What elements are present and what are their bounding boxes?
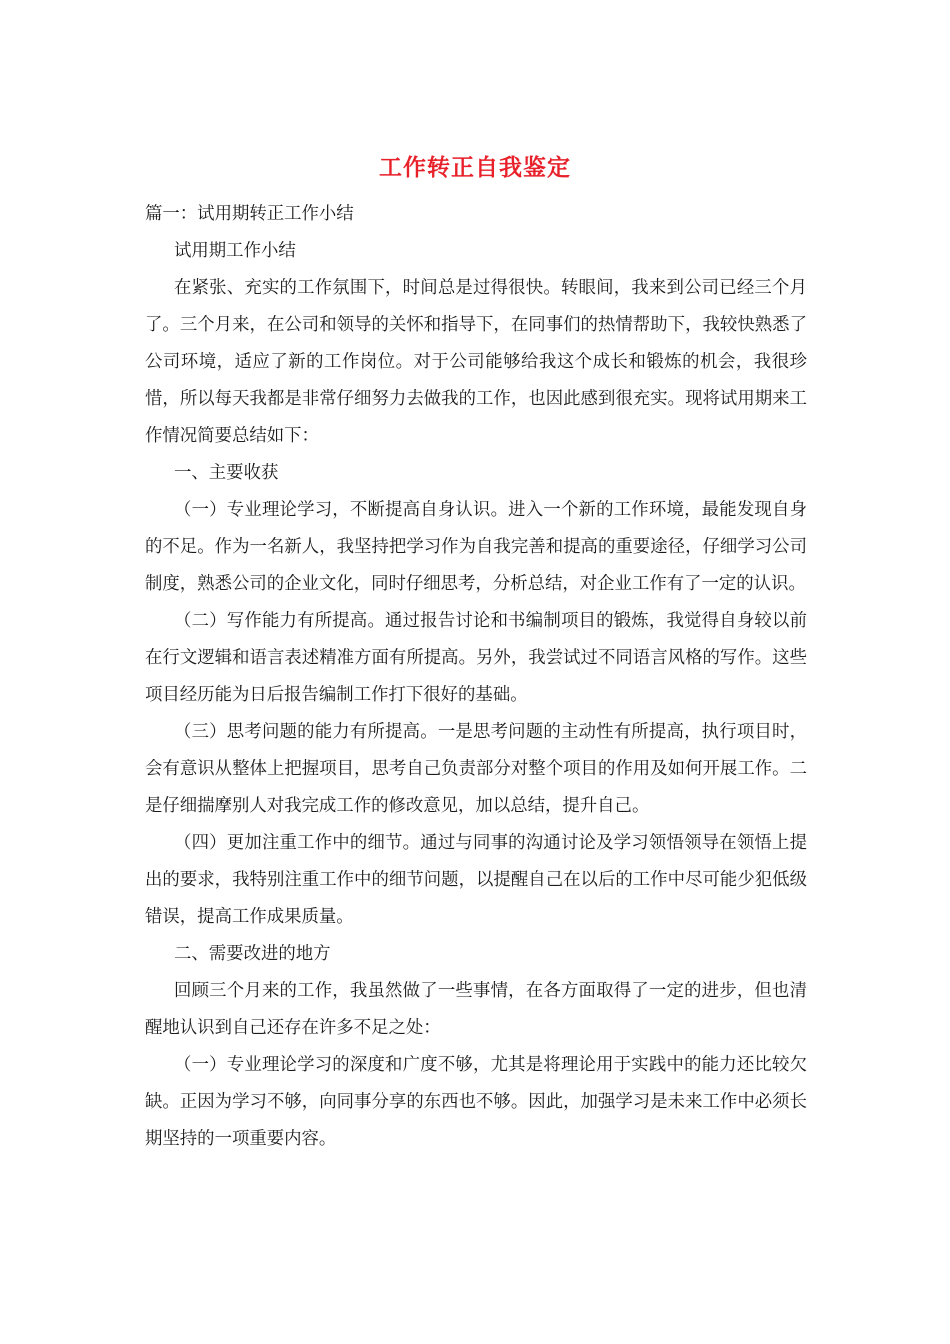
document-title: 工作转正自我鉴定 <box>379 154 571 181</box>
paragraph-gain-4: （四）更加注重工作中的细节。通过与同事的沟通讨论及学习领悟领导在领悟上提出的要求，我特别注重工作中的细节问题，以提醒自己在以后的工作中尽可能少犯低级错误，提高工作成果质量。 <box>145 833 807 927</box>
section-heading-part-one: 篇一：试用期转正工作小结 <box>145 204 354 224</box>
section-heading-main-gains: 一、主要收获 <box>174 463 279 483</box>
document-body <box>145 196 807 1158</box>
paragraph-review: 回顾三个月来的工作，我虽然做了一些事情，在各方面取得了一定的进步，但也清醒地认识到自己还存在许多不足之处： <box>145 981 807 1038</box>
paragraph-improvement-1: （一）专业理论学习的深度和广度不够，尤其是将理论用于实践中的能力还比较欠缺。正因为学习不够，向同事分享的东西也不够。因此，加强学习是未来工作中必须长期坚持的一项重要内容。 <box>145 1055 807 1149</box>
paragraph-intro: 在紧张、充实的工作氛围下，时间总是过得很快。转眼间，我来到公司已经三个月了。三个月来，在公司和领导的关怀和指导下，在同事们的热情帮助下，我较快熟悉了公司环境，适应了新的工作岗位。对于公司能够给我这个成长和锻炼的机会，我很珍惜，所以每天我都是非常仔细努力去做我的工作，也因此感到很充实。现将试用期来工作情况简要总结如下： <box>145 278 807 446</box>
paragraph-gain-1: （一）专业理论学习，不断提高自身认识。进入一个新的工作环境，最能发现自身的不足。作为一名新人，我坚持把学习作为自我完善和提高的重要途径，仔细学习公司制度，熟悉公司的企业文化，同时仔细思考，分析总结，对企业工作有了一定的认识。 <box>145 500 807 594</box>
paragraph-gain-2: （二）写作能力有所提高。通过报告讨论和书编制项目的锻炼，我觉得自身较以前在行文逻辑和语言表述精准方面有所提高。另外，我尝试过不同语言风格的写作。这些项目经历能为日后报告编制工作打下很好的基础。 <box>145 611 807 705</box>
subtitle-probation-summary: 试用期工作小结 <box>174 241 296 261</box>
paragraph-gain-3: （三）思考问题的能力有所提高。一是思考问题的主动性有所提高，执行项目时，会有意识从整体上把握项目，思考自己负责部分对整个项目的作用及如何开展工作。二是仔细揣摩别人对我完成工作的修改意见，加以总结，提升自己。 <box>145 722 807 816</box>
section-heading-improvements: 二、需要改进的地方 <box>174 944 331 964</box>
